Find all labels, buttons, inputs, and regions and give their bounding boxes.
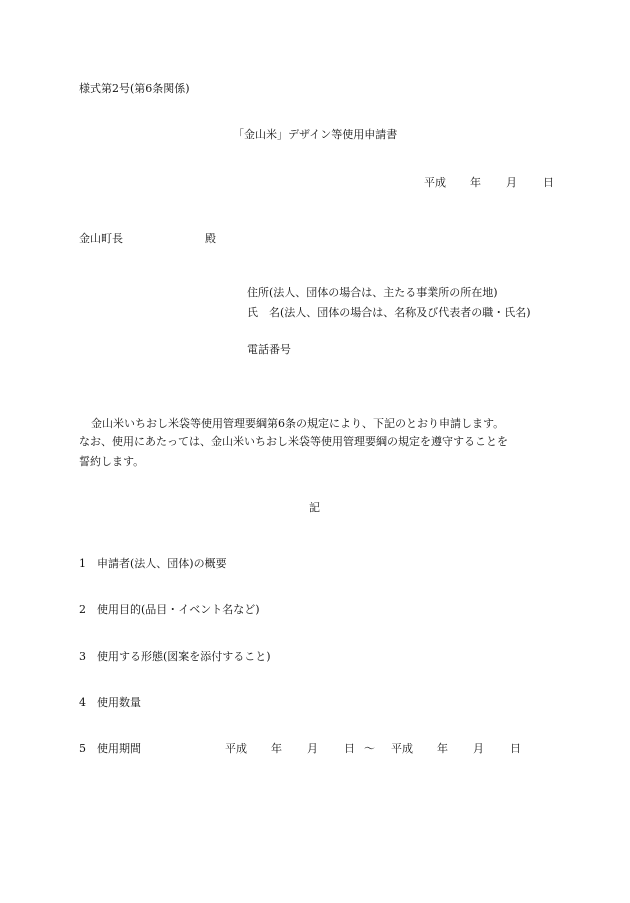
period-from-year: 年 xyxy=(271,742,282,755)
period-from-month: 月 xyxy=(307,742,318,755)
date-day: 日 xyxy=(543,176,554,189)
applicant-phone: 電話番号 xyxy=(247,343,291,356)
period-to-day: 日 xyxy=(510,742,521,755)
item-number: 3 xyxy=(79,650,86,663)
item-label: 使用数量 xyxy=(97,696,141,709)
addressee xyxy=(79,232,216,245)
item-number: 5 xyxy=(79,742,86,755)
body-paragraph-1: 金山米いちおし米袋等使用管理要綱第6条の規定により、下記のとおり申請します。 xyxy=(91,417,505,430)
body-paragraph-2-line-2: 誓約します。 xyxy=(79,455,145,468)
document-title: 「金山米」デザイン等使用申請書 xyxy=(233,128,398,141)
item-number: 4 xyxy=(79,696,86,709)
item-label: 使用期間 xyxy=(97,742,141,755)
usage-period xyxy=(225,743,521,754)
applicant-address: 住所(法人、団体の場合は、主たる事業所の所在地) xyxy=(247,286,498,299)
addressee-honorific: 殿 xyxy=(205,232,216,245)
period-from-era: 平成 xyxy=(225,742,247,755)
item-label: 使用する形態(図案を添付すること) xyxy=(97,650,271,663)
list-item xyxy=(79,651,271,662)
body-paragraph-2-line-1: なお、使用にあたっては、金山米いちおし米袋等使用管理要綱の規定を遵守することを xyxy=(79,435,508,448)
date-year: 年 xyxy=(470,176,481,189)
ki-heading: 記 xyxy=(309,501,320,514)
period-from-day: 日 xyxy=(344,742,355,755)
date-era: 平成 xyxy=(424,176,446,189)
addressee-name: 金山町長 xyxy=(79,232,123,245)
application-date xyxy=(424,177,554,188)
date-month: 月 xyxy=(506,176,517,189)
list-item xyxy=(79,604,260,615)
period-to-month: 月 xyxy=(473,742,484,755)
period-tilde: ～ xyxy=(364,742,375,755)
list-item xyxy=(79,558,227,569)
period-to-year: 年 xyxy=(437,742,448,755)
form-number: 様式第2号(第6条関係) xyxy=(79,82,190,95)
item-label: 使用目的(品目・イベント名など) xyxy=(97,603,260,616)
item-number: 1 xyxy=(79,557,86,570)
list-item xyxy=(79,743,141,754)
period-to-era: 平成 xyxy=(391,742,413,755)
item-number: 2 xyxy=(79,603,86,616)
applicant-name: 氏 名(法人、団体の場合は、名称及び代表者の職・氏名) xyxy=(247,306,531,319)
list-item xyxy=(79,697,141,708)
item-label: 申請者(法人、団体)の概要 xyxy=(97,557,227,570)
